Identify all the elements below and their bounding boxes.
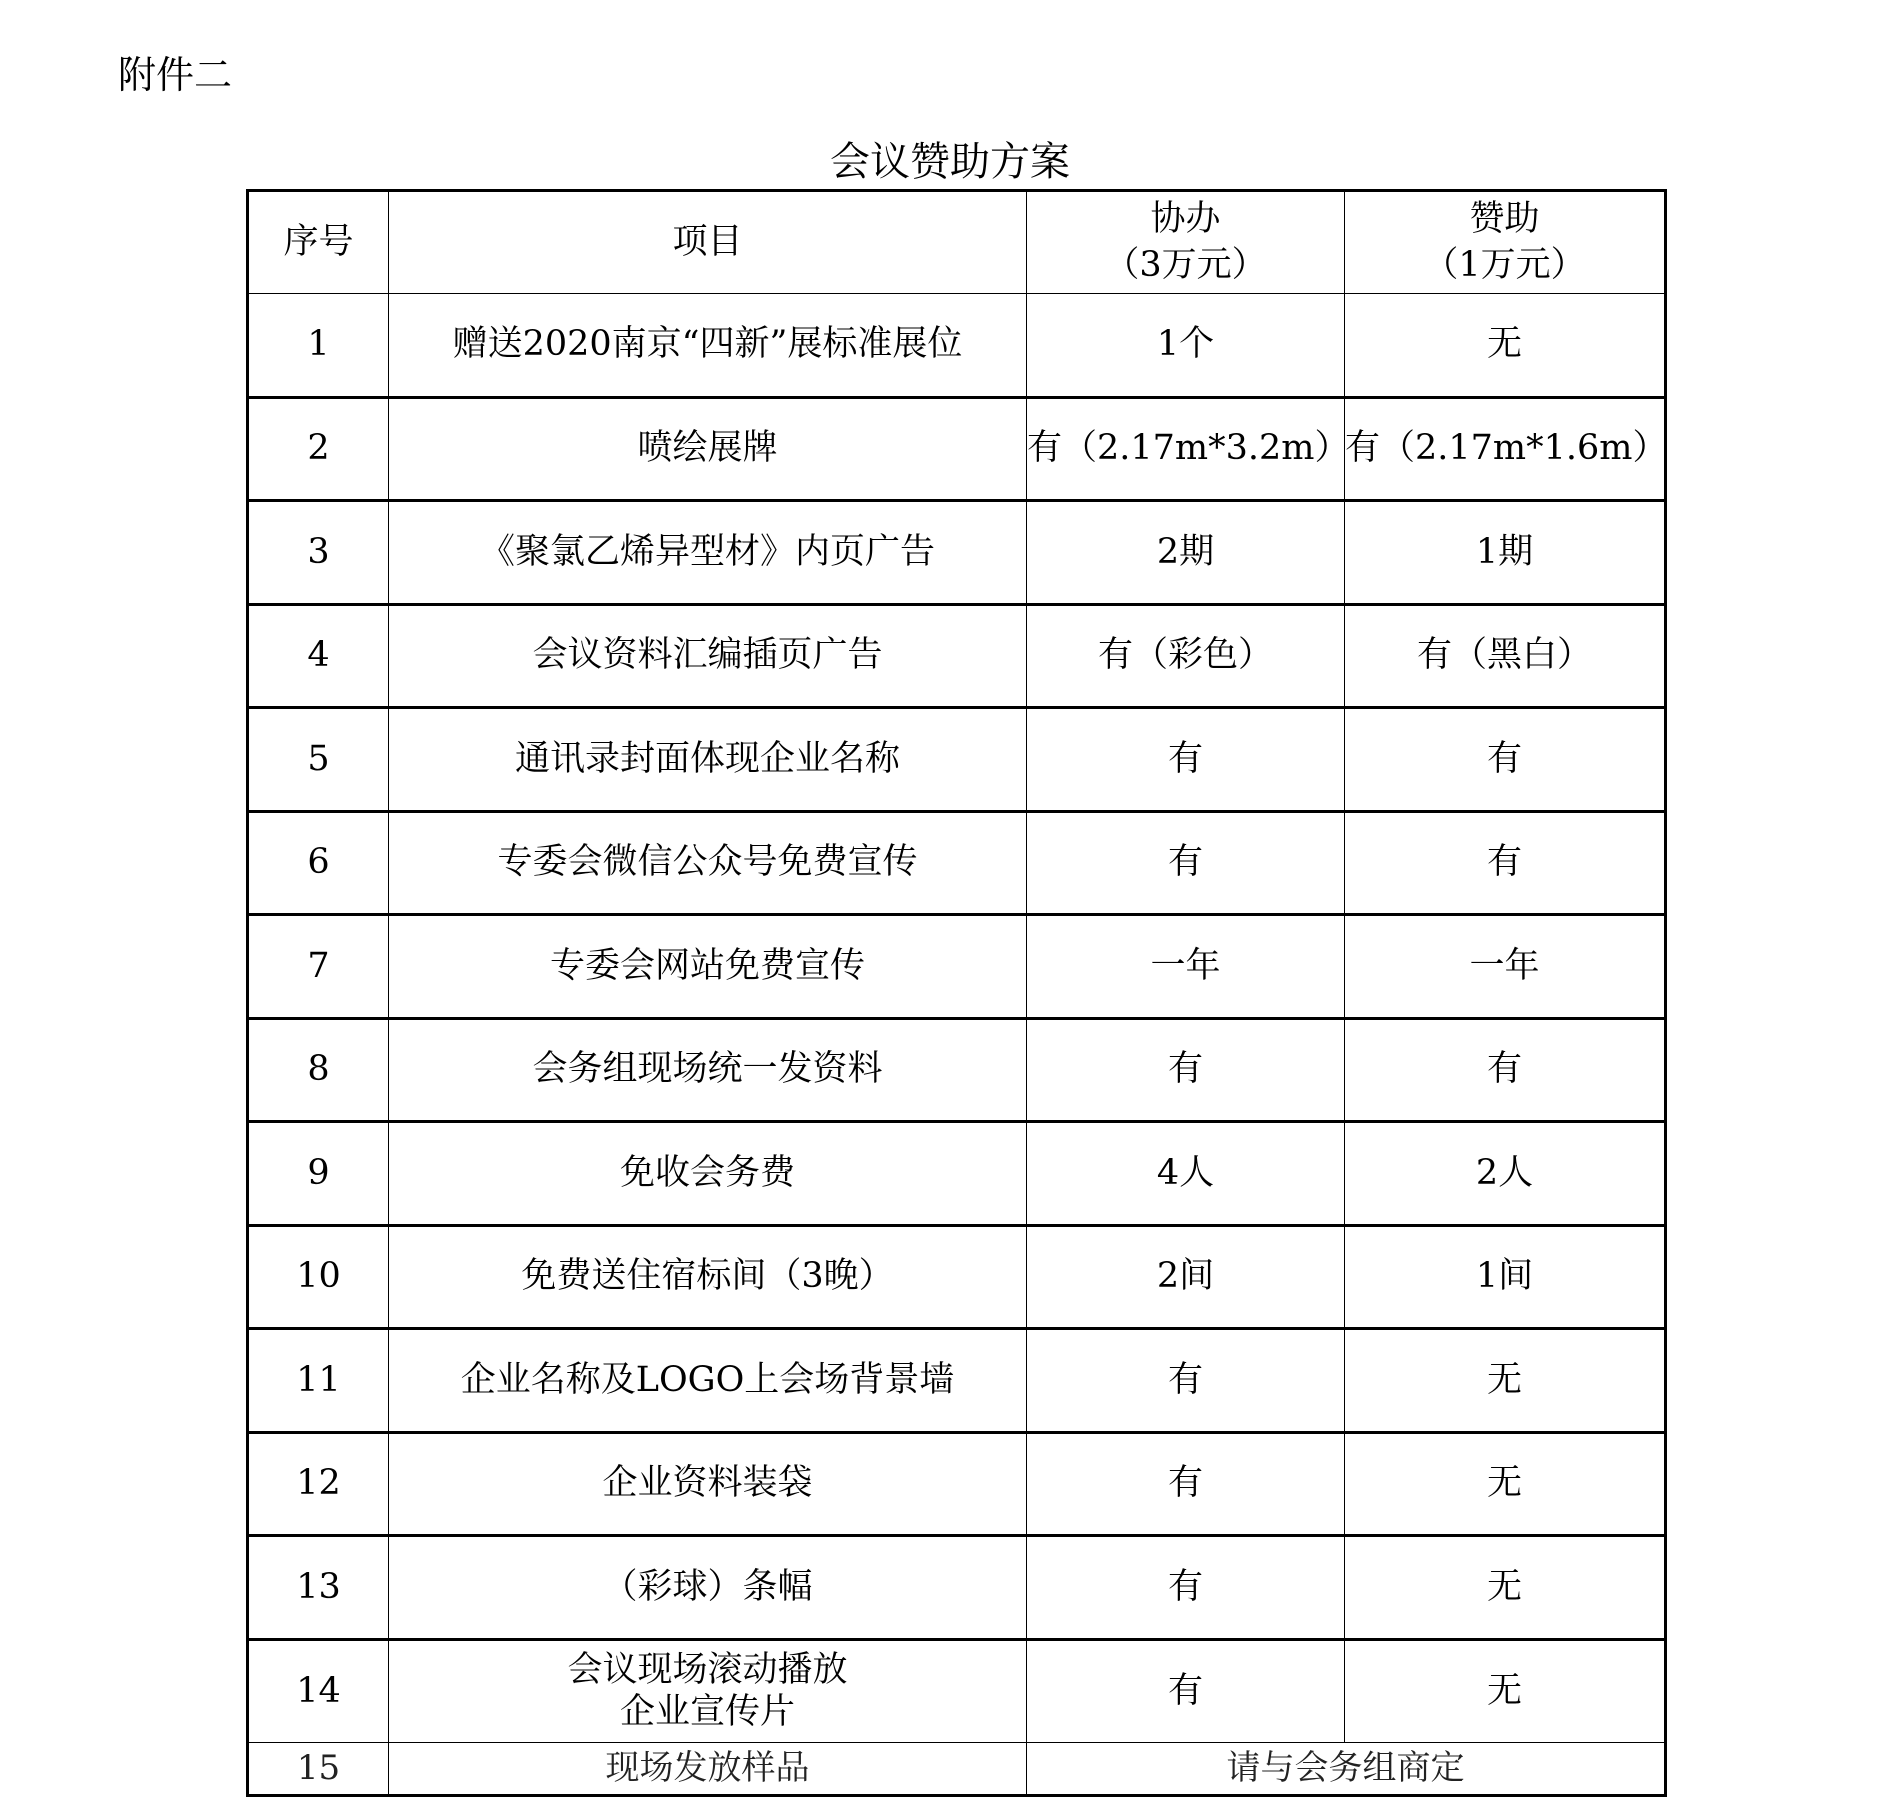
cell-sponsor: 无 — [1345, 294, 1666, 398]
header-sponsor — [1345, 191, 1666, 294]
cell-item-line: 企业宣传片 — [619, 1692, 795, 1733]
cell-item: 通讯录封面体现企业名称 — [389, 708, 1027, 812]
cell-no: 12 — [248, 1432, 389, 1536]
table-row — [248, 915, 1666, 1019]
cell-item-line: 会议现场滚动播放 — [567, 1650, 848, 1691]
header-sponsor-label: 赞助 — [1469, 199, 1540, 239]
cell-co-host: 一年 — [1027, 915, 1345, 1019]
cell-item: 现场发放样品 — [389, 1743, 1027, 1796]
cell-no: 1 — [248, 294, 389, 398]
cell-co-host: 有 — [1027, 1329, 1345, 1433]
cell-note: 请与会务组商定 — [1027, 1743, 1666, 1796]
table-row — [248, 1018, 1666, 1122]
table-row — [248, 1122, 1666, 1226]
cell-co-host: 有 — [1027, 1536, 1345, 1640]
sponsorship-table — [246, 189, 1667, 1797]
table-row — [248, 397, 1666, 501]
table-row — [248, 1432, 1666, 1536]
cell-item: 《聚氯乙烯异型材》内页广告 — [389, 501, 1027, 605]
table-row — [248, 1225, 1666, 1329]
cell-item — [389, 1639, 1027, 1743]
table-row — [248, 1743, 1666, 1796]
cell-no: 5 — [248, 708, 389, 812]
header-co-host-label: 协办 — [1150, 199, 1221, 239]
cell-co-host: 有 — [1027, 1432, 1345, 1536]
cell-item: 赠送2020南京“四新”展标准展位 — [389, 294, 1027, 398]
cell-sponsor: 有（黑白） — [1345, 604, 1666, 708]
cell-co-host: 2期 — [1027, 501, 1345, 605]
cell-co-host: 有 — [1027, 1639, 1345, 1743]
cell-co-host: 2间 — [1027, 1225, 1345, 1329]
cell-item: （彩球）条幅 — [389, 1536, 1027, 1640]
table-row — [248, 604, 1666, 708]
document-title: 会议赞助方案 — [830, 139, 1070, 185]
table-row — [248, 1536, 1666, 1640]
cell-co-host: 有（彩色） — [1027, 604, 1345, 708]
cell-no: 8 — [248, 1018, 389, 1122]
cell-co-host: 有（2.17m*3.2m） — [1027, 397, 1345, 501]
cell-sponsor: 2人 — [1345, 1122, 1666, 1226]
cell-sponsor: 有 — [1345, 708, 1666, 812]
cell-item: 会议资料汇编插页广告 — [389, 604, 1027, 708]
cell-no: 2 — [248, 397, 389, 501]
cell-co-host: 1个 — [1027, 294, 1345, 398]
cell-no: 10 — [248, 1225, 389, 1329]
cell-no: 15 — [248, 1743, 389, 1796]
cell-co-host: 4人 — [1027, 1122, 1345, 1226]
cell-sponsor: 无 — [1345, 1536, 1666, 1640]
cell-sponsor: 1间 — [1345, 1225, 1666, 1329]
cell-co-host: 有 — [1027, 1018, 1345, 1122]
table-row — [248, 1329, 1666, 1433]
cell-no: 14 — [248, 1639, 389, 1743]
cell-sponsor: 有 — [1345, 811, 1666, 915]
cell-sponsor: 无 — [1345, 1639, 1666, 1743]
cell-no: 13 — [248, 1536, 389, 1640]
table-row — [248, 811, 1666, 915]
cell-item: 喷绘展牌 — [389, 397, 1027, 501]
header-no: 序号 — [248, 191, 389, 294]
cell-item: 企业名称及LOGO上会场背景墙 — [389, 1329, 1027, 1433]
cell-sponsor: 一年 — [1345, 915, 1666, 1019]
cell-no: 6 — [248, 811, 389, 915]
header-sponsor-price: （1万元） — [1423, 244, 1586, 285]
cell-sponsor: 有（2.17m*1.6m） — [1345, 397, 1666, 501]
cell-sponsor: 1期 — [1345, 501, 1666, 605]
cell-no: 7 — [248, 915, 389, 1019]
table-row — [248, 294, 1666, 398]
cell-item: 免费送住宿标间（3晚） — [389, 1225, 1027, 1329]
cell-sponsor: 有 — [1345, 1018, 1666, 1122]
header-item: 项目 — [389, 191, 1027, 294]
table-header-row — [248, 191, 1666, 294]
cell-item: 会务组现场统一发资料 — [389, 1018, 1027, 1122]
cell-sponsor: 无 — [1345, 1329, 1666, 1433]
cell-item: 企业资料装袋 — [389, 1432, 1027, 1536]
table-row — [248, 1639, 1666, 1743]
cell-co-host: 有 — [1027, 708, 1345, 812]
cell-no: 9 — [248, 1122, 389, 1226]
table-row — [248, 708, 1666, 812]
header-co-host-price: （3万元） — [1104, 244, 1267, 285]
cell-item: 专委会微信公众号免费宣传 — [389, 811, 1027, 915]
table-row — [248, 501, 1666, 605]
header-co-host — [1027, 191, 1345, 294]
cell-no: 3 — [248, 501, 389, 605]
cell-sponsor: 无 — [1345, 1432, 1666, 1536]
cell-item: 专委会网站免费宣传 — [389, 915, 1027, 1019]
cell-no: 4 — [248, 604, 389, 708]
cell-co-host: 有 — [1027, 811, 1345, 915]
cell-item: 免收会务费 — [389, 1122, 1027, 1226]
attachment-label: 附件二 — [118, 53, 233, 97]
cell-no: 11 — [248, 1329, 389, 1433]
